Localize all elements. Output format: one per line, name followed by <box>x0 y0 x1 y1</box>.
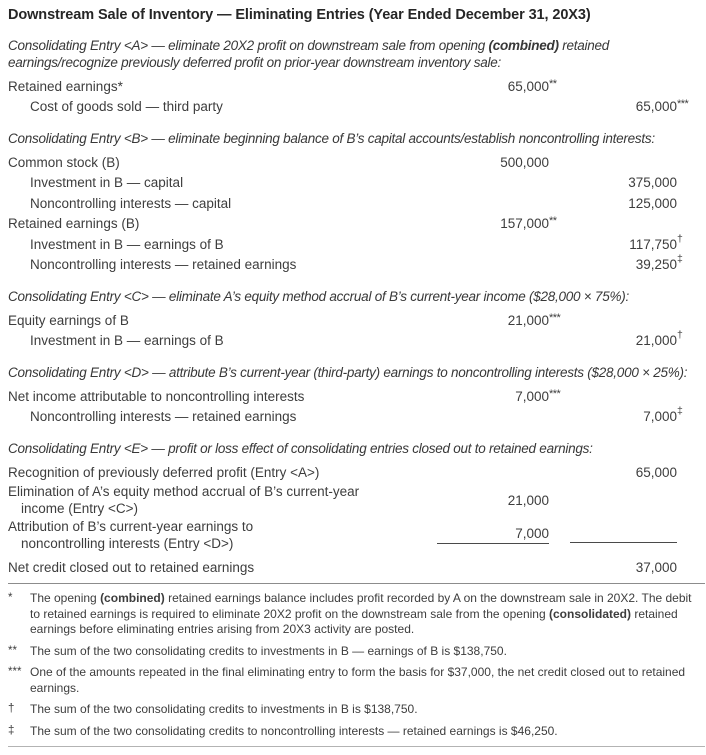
account-label: Cost of goods sold — third party <box>30 99 223 114</box>
credit-amount-cell <box>549 232 683 252</box>
account-label <box>8 518 429 553</box>
debit-amount: 500,000 <box>500 154 549 170</box>
footnote-marker: † <box>677 232 683 245</box>
footnote-marker: *** <box>677 98 689 111</box>
credit-amount: 7,000 ‡ <box>643 405 683 425</box>
journal-row <box>8 518 706 553</box>
text-run: Consolidating Entry <E> — profit or loss effect of consolidating entries closed out to retained earnings: <box>8 441 593 456</box>
account-label: Noncontrolling interests — retained earnings <box>30 257 297 272</box>
account-label: Investment in B — earnings of B <box>30 236 224 252</box>
journal-row <box>8 193 706 214</box>
account-label: Recognition of previously deferred profit (Entry <A>) <box>8 464 320 480</box>
footnote-marker: ** <box>549 77 557 90</box>
footnotes-container <box>8 584 706 739</box>
credit-amount-cell <box>549 253 683 273</box>
debit-amount-cell <box>429 526 549 544</box>
debit-amount-cell <box>429 493 549 508</box>
credit-amount: 125,000 <box>628 195 677 211</box>
journal-row <box>8 255 706 276</box>
account-label: Retained earnings (B) <box>8 216 140 231</box>
journal-row <box>8 234 706 255</box>
credit-amount-cell <box>549 405 683 425</box>
debit-amount: 21,000 *** <box>507 311 561 328</box>
journal-row <box>8 331 706 352</box>
entries-container <box>8 37 706 578</box>
text-run: retained earnings balance includes profit recorded by A on the downstream sale in 20X2. The debit to retained earnings is required to eliminate 20X2 profit on the downstream sale from the opening <box>30 591 692 621</box>
account-label-line: income (Entry <C>) <box>21 501 139 516</box>
credit-amount-cell <box>549 329 683 349</box>
emphasis-text: (combined) <box>488 38 559 53</box>
debit-amount-cell <box>429 77 557 94</box>
page-title: Downstream Sale of Inventory — Eliminating Entries (Year Ended December 31, 20X3) <box>8 7 591 23</box>
emphasis-text: (consolidated) <box>548 606 631 621</box>
debit-amount-cell <box>429 387 561 404</box>
credit-amount-cell <box>549 560 677 575</box>
journal-row <box>8 386 706 407</box>
credit-amount-cell <box>549 98 689 115</box>
credit-amount: 65,000 *** <box>635 98 689 115</box>
footnote <box>8 724 706 740</box>
account-label: Noncontrolling interests — retained earnings <box>30 409 297 424</box>
footnote-marker: * <box>8 592 13 604</box>
footnote <box>8 702 706 718</box>
account-label: Net credit closed out to retained earnings <box>8 560 255 575</box>
text-run: Consolidating Entry <B> — eliminate beginning balance of B’s capital accounts/establish noncontrolling interests: <box>8 131 655 146</box>
text-run: The sum of the two consolidating credits to investments in B — earnings of B is $138,750. <box>30 643 507 658</box>
debit-amount: 157,000 ** <box>500 215 557 232</box>
journal-row <box>8 483 706 518</box>
footnote-text <box>30 724 692 740</box>
account-label: Retained earnings* <box>8 78 123 94</box>
account-label: Net income attributable to noncontrolling interests <box>8 388 305 404</box>
account-label-line: Elimination of A’s equity method accrual of B’s current-year <box>8 483 360 499</box>
debit-amount: 7,000 <box>515 526 549 541</box>
entry-heading <box>8 37 704 71</box>
footnote-marker: ‡ <box>677 253 683 266</box>
footnote <box>8 644 706 660</box>
journal-row <box>8 407 706 428</box>
footnote-text <box>30 665 692 696</box>
debit-amount-cell <box>429 215 557 232</box>
footnote-marker: † <box>8 703 15 715</box>
debit-amount: 21,000 <box>507 492 549 508</box>
entry-section <box>8 440 706 578</box>
entry-section <box>8 288 706 351</box>
account-label: Investment in B — earnings of B <box>30 333 224 348</box>
entry-section <box>8 364 706 427</box>
text-run: Consolidating Entry <A> — eliminate 20X2 profit on downstream sale from opening <box>8 38 489 53</box>
entry-section <box>8 130 706 275</box>
journal-row <box>8 310 706 331</box>
footnote-marker: ** <box>549 215 557 228</box>
account-label: Equity earnings of B <box>8 312 129 328</box>
text-run: One of the amounts repeated in the final eliminating entry to form the basis for $37,000, the net credit closed out to retained earnings. <box>30 665 686 695</box>
footnote-text <box>30 644 692 660</box>
credit-total-underline <box>570 527 677 543</box>
bottom-rule <box>8 746 705 747</box>
footnote-text <box>30 591 692 638</box>
credit-amount: 65,000 <box>635 464 677 480</box>
credit-amount: 117,750 † <box>629 232 683 252</box>
journal-row <box>8 462 706 483</box>
journal-row <box>8 97 706 118</box>
credit-amount: 375,000 <box>628 175 677 191</box>
credit-amount-cell <box>549 175 677 190</box>
text-run: Consolidating Entry <C> — eliminate A’s equity method accrual of B’s current-year income ($28,000 × 75%): <box>8 289 629 304</box>
text-run: Consolidating Entry <D> — attribute B’s current-year (third-party) earnings to noncontrolling interests ($28,000 × 25%): <box>8 365 688 380</box>
footnote-marker: ‡ <box>8 724 15 737</box>
text-run: The sum of the two consolidating credits to investments in B is $138,750. <box>30 702 418 716</box>
account-label: Investment in B — capital <box>30 175 184 190</box>
journal-row <box>8 152 706 173</box>
entry-heading <box>8 288 704 305</box>
footnote-marker: *** <box>549 311 561 324</box>
text-run: retained earnings/recognize previously deferred profit on prior-year downstream inventory sale: <box>8 38 610 70</box>
credit-amount-cell <box>549 465 677 480</box>
credit-amount-cell <box>549 527 677 543</box>
entry-heading <box>8 130 704 147</box>
credit-amount: 39,250 ‡ <box>635 253 683 273</box>
text-run: The opening <box>30 591 101 605</box>
journal-row <box>8 173 706 194</box>
debit-amount: 7,000 *** <box>515 387 561 404</box>
text-run: retained earnings before eliminating entries arising from 20X3 activity are posted. <box>30 606 678 636</box>
debit-amount: 65,000 ** <box>507 77 557 94</box>
debit-amount-cell <box>429 311 561 328</box>
footnote-marker: ‡ <box>677 405 683 418</box>
journal-row <box>8 214 706 235</box>
text-run: The sum of the two consolidating credits to noncontrolling interests — retained earnings is $46,250. <box>30 723 558 738</box>
footnote-text <box>30 702 692 718</box>
account-label-line: Attribution of B’s current-year earnings to <box>8 518 254 534</box>
debit-amount-cell <box>429 155 549 170</box>
emphasis-text: (combined) <box>100 591 165 605</box>
journal-row <box>8 558 706 579</box>
credit-amount-cell <box>549 196 677 211</box>
credit-amount: 21,000 † <box>635 329 683 349</box>
entry-heading <box>8 364 704 381</box>
footnote-marker: † <box>677 329 683 342</box>
debit-total-underline <box>437 526 549 544</box>
account-label <box>8 483 429 518</box>
footnote <box>8 665 706 696</box>
journal-row <box>8 76 706 97</box>
footnote-marker: *** <box>8 666 22 678</box>
account-label-line: noncontrolling interests (Entry <D>) <box>21 536 234 551</box>
entry-heading <box>8 440 704 457</box>
account-label: Common stock (B) <box>8 154 120 170</box>
footnote-marker: ** <box>8 644 17 657</box>
entry-section <box>8 37 706 117</box>
credit-amount: 37,000 <box>635 560 677 576</box>
account-label: Noncontrolling interests — capital <box>30 195 232 211</box>
footnote-marker: *** <box>549 387 561 400</box>
footnote <box>8 591 706 638</box>
